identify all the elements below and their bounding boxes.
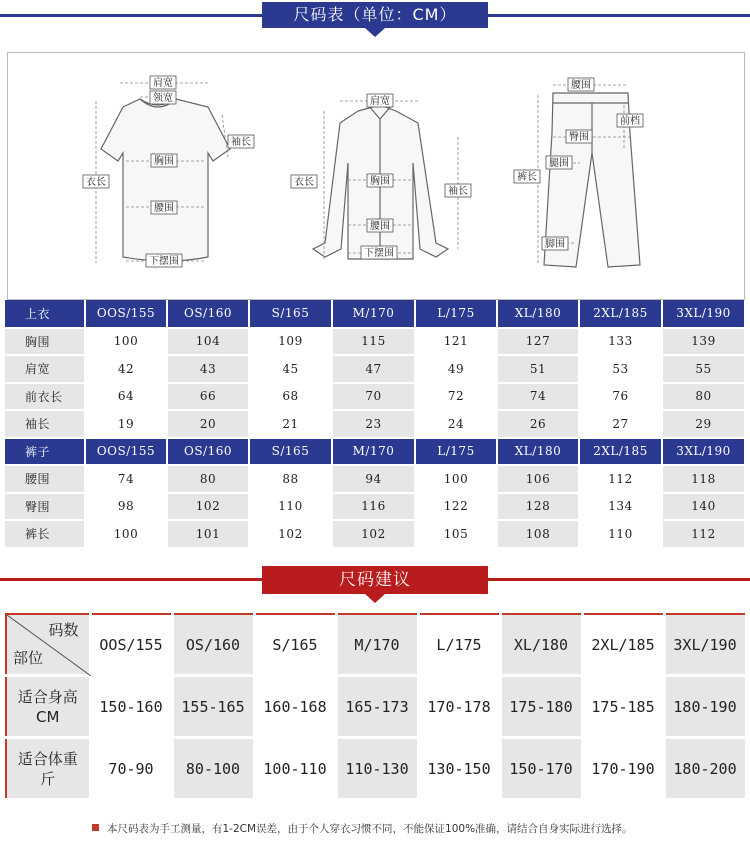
header-cell: L/175 <box>415 300 497 328</box>
table-row <box>6 738 746 800</box>
svg-text:胸围: 胸围 <box>370 176 390 187</box>
size-chart-title: 尺码表（单位：CM） <box>262 2 488 28</box>
svg-text:领宽: 领宽 <box>153 93 173 104</box>
table-cell: 175-185 <box>582 676 664 738</box>
table-cell: 170-190 <box>582 738 664 800</box>
row-label-unit: CM <box>36 707 60 726</box>
table-cell: 110-130 <box>336 738 418 800</box>
table-row <box>5 383 745 411</box>
svg-text:衣长: 衣长 <box>294 177 314 188</box>
row-label-line: 适合体重 <box>17 749 78 768</box>
table-cell: 128 <box>497 493 579 521</box>
table-cell: 47 <box>332 355 415 383</box>
table-cell: 66 <box>167 383 249 411</box>
table-cell: 94 <box>332 465 415 493</box>
table-cell: 170-178 <box>418 676 500 738</box>
header-cell: S/165 <box>249 300 332 328</box>
garment-measurement-illustrations <box>7 52 745 300</box>
svg-text:臀围: 臀围 <box>569 132 589 143</box>
corner-part-label: 部位 <box>13 649 44 668</box>
table-cell: 21 <box>249 410 332 438</box>
table-row <box>5 355 745 383</box>
table-cell: 102 <box>249 520 332 548</box>
table-cell: 100 <box>85 520 167 548</box>
table-cell: 116 <box>332 493 415 521</box>
banner-notch <box>365 594 385 603</box>
table-cell: 20 <box>167 410 249 438</box>
table-cell: 101 <box>167 520 249 548</box>
svg-text:前档: 前档 <box>620 116 640 127</box>
table-cell: 24 <box>415 410 497 438</box>
corner-cell <box>6 614 90 676</box>
header-cell: OS/160 <box>167 438 249 466</box>
table-cell: 64 <box>85 383 167 411</box>
table-cell: 102 <box>167 493 249 521</box>
table-cell: 180-190 <box>664 676 746 738</box>
tshirt-diagram <box>101 99 230 261</box>
header-cell: M/170 <box>332 300 415 328</box>
table-cell: 118 <box>662 465 745 493</box>
svg-text:脚围: 脚围 <box>545 239 565 250</box>
svg-text:腰围: 腰围 <box>571 80 591 91</box>
table-cell: 133 <box>579 328 662 356</box>
table-cell: 130-150 <box>418 738 500 800</box>
table-cell: 42 <box>85 355 167 383</box>
header-cell: 裤子 <box>5 438 85 466</box>
table-cell: 70 <box>332 383 415 411</box>
header-cell: XL/180 <box>497 438 579 466</box>
table-cell: 19 <box>85 410 167 438</box>
svg-text:肩宽: 肩宽 <box>153 78 173 89</box>
table-cell: 121 <box>415 328 497 356</box>
table-cell: 112 <box>579 465 662 493</box>
svg-text:裤长: 裤长 <box>517 172 537 183</box>
size-header: XL/180 <box>500 614 582 676</box>
table-cell: 68 <box>249 383 332 411</box>
header-cell: 3XL/190 <box>662 300 745 328</box>
row-label-line: 适合身高 <box>17 687 78 706</box>
svg-text:袖长: 袖长 <box>448 186 468 197</box>
pants-header-row <box>5 438 745 466</box>
table-row <box>5 520 745 548</box>
header-cell: M/170 <box>332 438 415 466</box>
size-recommendation-table <box>5 613 748 801</box>
svg-text:胸围: 胸围 <box>154 156 174 167</box>
disclaimer-note <box>92 821 633 836</box>
table-cell: 110 <box>579 520 662 548</box>
table-cell: 109 <box>249 328 332 356</box>
table-cell: 115 <box>332 328 415 356</box>
table-cell: 88 <box>249 465 332 493</box>
table-cell: 76 <box>579 383 662 411</box>
row-label: 裤长 <box>5 520 85 548</box>
header-cell: 3XL/190 <box>662 438 745 466</box>
table-cell: 105 <box>415 520 497 548</box>
measurement-table <box>5 300 746 549</box>
header-cell: L/175 <box>415 438 497 466</box>
table-cell: 45 <box>249 355 332 383</box>
table-cell: 100 <box>85 328 167 356</box>
table-cell: 165-173 <box>336 676 418 738</box>
table-cell: 102 <box>332 520 415 548</box>
header-cell: XL/180 <box>497 300 579 328</box>
bullet-square-icon <box>92 824 99 831</box>
row-label <box>6 738 90 800</box>
header-cell: OOS/155 <box>85 300 167 328</box>
size-recommendation-title: 尺码建议 <box>262 566 488 594</box>
row-label: 肩宽 <box>5 355 85 383</box>
table-cell: 51 <box>497 355 579 383</box>
table-cell: 134 <box>579 493 662 521</box>
table-cell: 29 <box>662 410 745 438</box>
row-label-unit: 斤 <box>40 769 56 788</box>
size-recommendation-banner <box>0 566 750 606</box>
table-cell: 74 <box>497 383 579 411</box>
table-cell: 74 <box>85 465 167 493</box>
table-cell: 23 <box>332 410 415 438</box>
table-cell: 175-180 <box>500 676 582 738</box>
table-cell: 26 <box>497 410 579 438</box>
row-label: 胸围 <box>5 328 85 356</box>
table-cell: 112 <box>662 520 745 548</box>
table-row <box>6 676 746 738</box>
table-cell: 49 <box>415 355 497 383</box>
table-cell: 55 <box>662 355 745 383</box>
garment-diagrams <box>8 53 746 301</box>
size-header: 3XL/190 <box>664 614 746 676</box>
disclaimer-text: 本尺码表为手工测量，有1-2CM误差，由于个人穿衣习惯不同，不能保证100%准确，请结合自身实际进行选择。 <box>107 823 633 835</box>
header-cell: 2XL/185 <box>579 300 662 328</box>
table-cell: 100 <box>415 465 497 493</box>
row-label <box>6 676 90 738</box>
table-cell: 98 <box>85 493 167 521</box>
table-cell: 150-160 <box>90 676 172 738</box>
size-header: M/170 <box>336 614 418 676</box>
table-cell: 139 <box>662 328 745 356</box>
svg-text:腿围: 腿围 <box>549 158 569 169</box>
table-cell: 110 <box>249 493 332 521</box>
table-cell: 106 <box>497 465 579 493</box>
table-cell: 100-110 <box>254 738 336 800</box>
size-header: L/175 <box>418 614 500 676</box>
table-cell: 72 <box>415 383 497 411</box>
table-row <box>5 328 745 356</box>
table-row <box>5 465 745 493</box>
table-cell: 127 <box>497 328 579 356</box>
table-cell: 27 <box>579 410 662 438</box>
table-cell: 180-200 <box>664 738 746 800</box>
table-row <box>5 493 745 521</box>
banner-notch <box>365 28 385 37</box>
table-cell: 155-165 <box>172 676 254 738</box>
svg-text:腰围: 腰围 <box>154 203 174 214</box>
table-cell: 43 <box>167 355 249 383</box>
table-cell: 140 <box>662 493 745 521</box>
header-cell: S/165 <box>249 438 332 466</box>
svg-text:肩宽: 肩宽 <box>370 96 390 107</box>
svg-text:衣长: 衣长 <box>86 177 106 188</box>
row-label: 腰围 <box>5 465 85 493</box>
table-cell: 80 <box>167 465 249 493</box>
header-cell: OOS/155 <box>85 438 167 466</box>
header-cell: OS/160 <box>167 300 249 328</box>
table-cell: 53 <box>579 355 662 383</box>
size-header-row <box>6 614 746 676</box>
table-cell: 80 <box>662 383 745 411</box>
table-row <box>5 410 745 438</box>
table-cell: 122 <box>415 493 497 521</box>
svg-text:下摆围: 下摆围 <box>364 248 394 259</box>
corner-size-label: 码数 <box>48 621 79 639</box>
tops-header-row <box>5 300 745 328</box>
table-cell: 160-168 <box>254 676 336 738</box>
row-label: 袖长 <box>5 410 85 438</box>
svg-text:下摆围: 下摆围 <box>149 256 179 267</box>
table-cell: 80-100 <box>172 738 254 800</box>
row-label: 臀围 <box>5 493 85 521</box>
size-header: OS/160 <box>172 614 254 676</box>
svg-text:袖长: 袖长 <box>231 137 251 148</box>
header-cell: 2XL/185 <box>579 438 662 466</box>
size-header: OOS/155 <box>90 614 172 676</box>
size-chart-banner <box>0 0 750 40</box>
header-cell: 上衣 <box>5 300 85 328</box>
table-cell: 104 <box>167 328 249 356</box>
size-header: S/165 <box>254 614 336 676</box>
table-cell: 150-170 <box>500 738 582 800</box>
table-cell: 70-90 <box>90 738 172 800</box>
svg-text:腰围: 腰围 <box>370 221 390 232</box>
row-label: 前衣长 <box>5 383 85 411</box>
table-cell: 108 <box>497 520 579 548</box>
size-header: 2XL/185 <box>582 614 664 676</box>
